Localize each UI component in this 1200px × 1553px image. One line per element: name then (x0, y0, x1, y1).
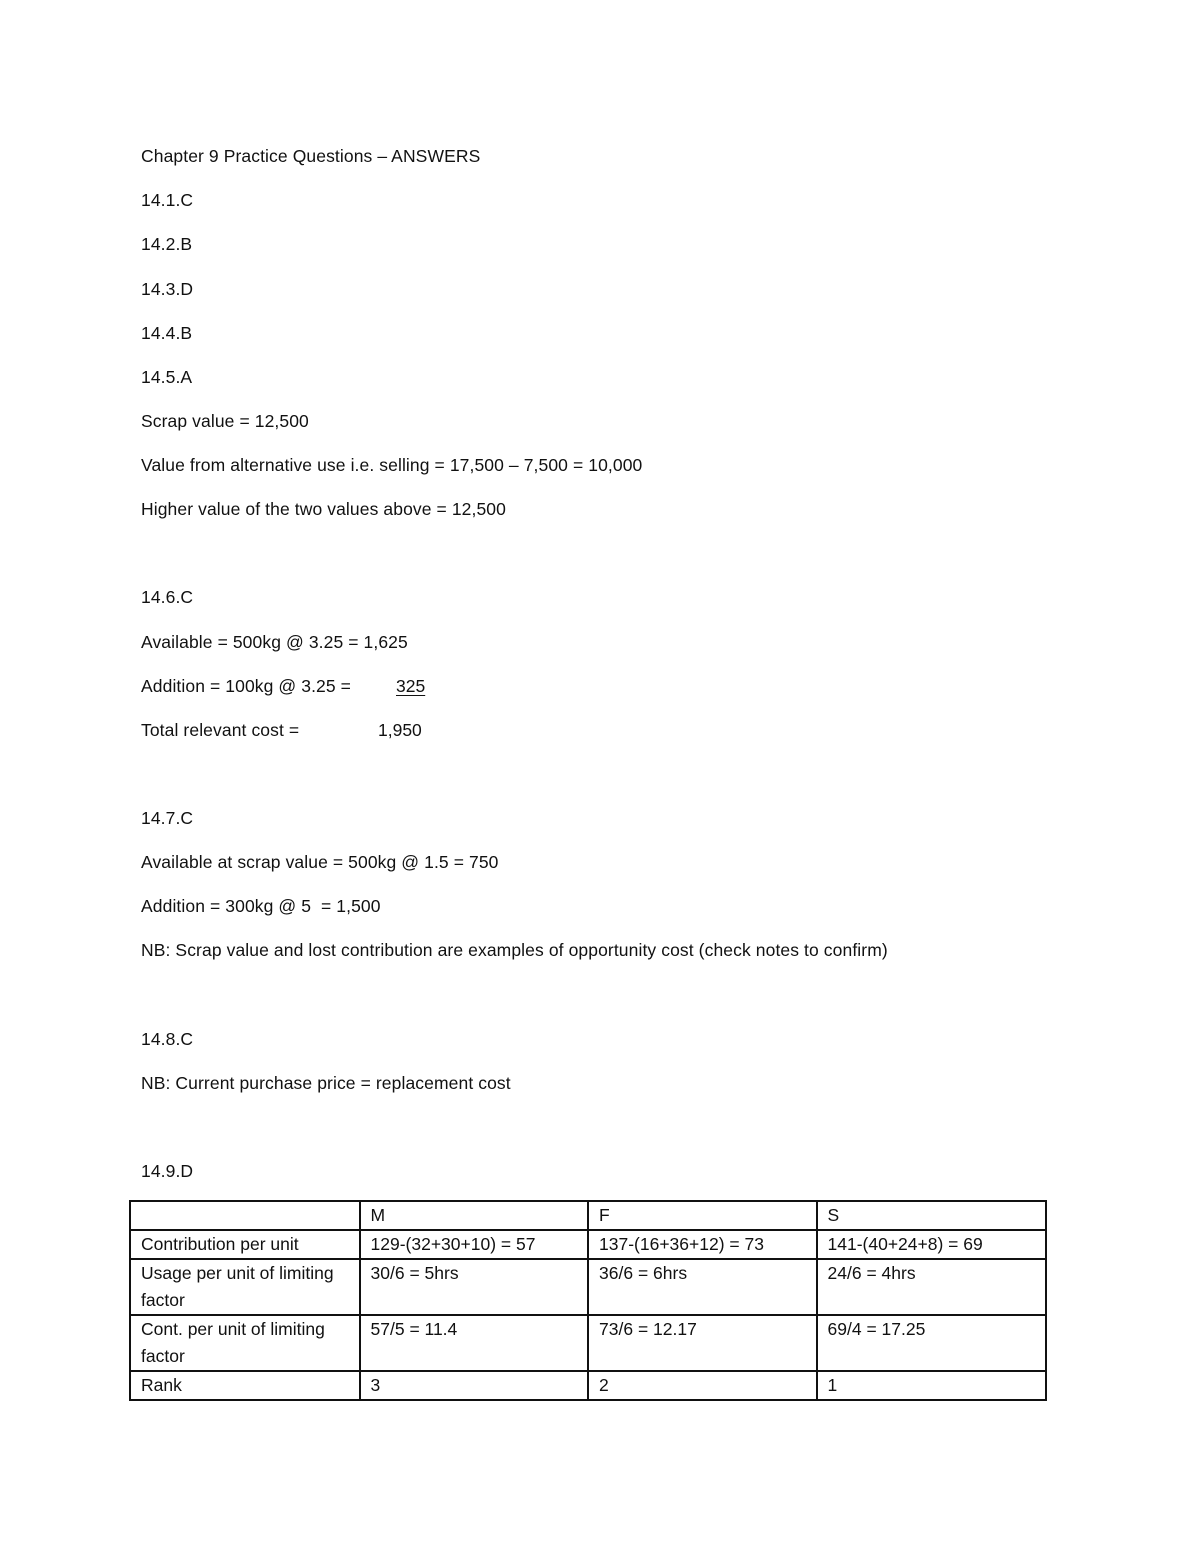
table-row-label: Usage per unit of limiting factor (130, 1259, 360, 1315)
q14-7-note: NB: Scrap value and lost contribution are examples of opportunity cost (check notes to confirm) (141, 940, 888, 960)
table-cell: 24/6 = 4hrs (817, 1259, 1046, 1315)
table-header-cell: M (360, 1201, 589, 1230)
table-cell: 73/6 = 12.17 (588, 1315, 817, 1371)
table-cell: 36/6 = 6hrs (588, 1259, 817, 1315)
table-cell: 2 (588, 1371, 817, 1400)
table-row (130, 1371, 1046, 1400)
q14-8-note: NB: Current purchase price = replacement cost (141, 1073, 511, 1093)
answer-14-7: 14.7.C (141, 808, 194, 828)
table-cell: 30/6 = 5hrs (360, 1259, 589, 1315)
answer-14-6: 14.6.C (141, 587, 194, 607)
table-row-label: Rank (130, 1371, 360, 1400)
table-row (130, 1315, 1046, 1371)
table-cell: 3 (360, 1371, 589, 1400)
q14-6-addition-value: 325 (396, 676, 426, 696)
answer-14-4: 14.4.B (141, 323, 193, 343)
q14-7-available: Available at scrap value = 500kg @ 1.5 = 750 (141, 852, 499, 872)
answer-14-2: 14.2.B (141, 234, 193, 254)
q14-5-alternative-use: Value from alternative use i.e. selling = 17,500 – 7,500 = 10,000 (141, 455, 643, 475)
table-header-cell (130, 1201, 360, 1230)
answer-14-1: 14.1.C (141, 190, 194, 210)
table-row-label: Cont. per unit of limiting factor (130, 1315, 360, 1371)
table-cell: 141-(40+24+8) = 69 (817, 1230, 1046, 1259)
answer-14-5: 14.5.A (141, 367, 193, 387)
table-header-cell: S (817, 1201, 1046, 1230)
q14-7-addition: Addition = 300kg @ 5 = 1,500 (141, 896, 381, 916)
table-cell: 1 (817, 1371, 1046, 1400)
answer-14-9: 14.9.D (141, 1161, 194, 1181)
q14-6-total-label: Total relevant cost = (141, 720, 300, 740)
table-row-label: Contribution per unit (130, 1230, 360, 1259)
table-header-row (130, 1201, 1046, 1230)
q14-6-total-value: 1,950 (378, 720, 422, 740)
q14-6-addition-label: Addition = 100kg @ 3.25 = (141, 676, 351, 696)
table-row (130, 1230, 1046, 1259)
table-cell: 57/5 = 11.4 (360, 1315, 589, 1371)
document-title: Chapter 9 Practice Questions – ANSWERS (141, 146, 481, 166)
table-cell: 69/4 = 17.25 (817, 1315, 1046, 1371)
table-header-cell: F (588, 1201, 817, 1230)
answer-14-3: 14.3.D (141, 279, 194, 299)
q14-6-available: Available = 500kg @ 3.25 = 1,625 (141, 632, 408, 652)
answer-14-8: 14.8.C (141, 1029, 194, 1049)
table-cell: 137-(16+36+12) = 73 (588, 1230, 817, 1259)
q14-5-higher-value: Higher value of the two values above = 12,500 (141, 499, 506, 519)
table-cell: 129-(32+30+10) = 57 (360, 1230, 589, 1259)
table-row (130, 1259, 1046, 1315)
limiting-factor-table (129, 1200, 1047, 1401)
q14-5-scrap-value: Scrap value = 12,500 (141, 411, 309, 431)
